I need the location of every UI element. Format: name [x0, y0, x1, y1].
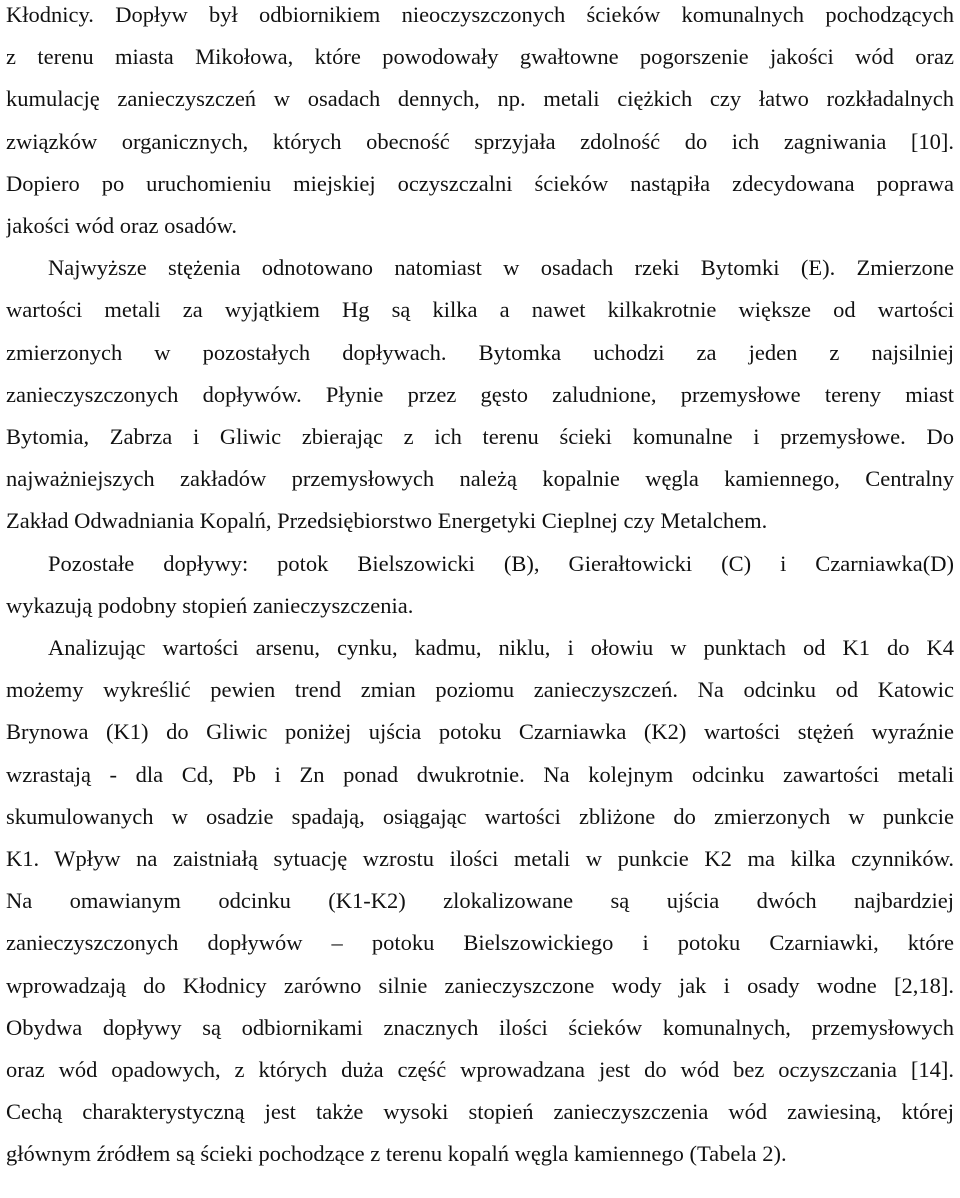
text-line: zanieczyszczonych dopływów – potoku Bielszowickiego i potoku Czarniawki, które	[6, 930, 954, 956]
text-line: skumulowanych w osadzie spadają, osiągając wartości zbliżone do zmierzonych w punkcie	[6, 803, 954, 829]
text-line: głównym źródłem są ścieki pochodzące z terenu kopalń węgla kamiennego (Tabela 2).	[6, 1141, 787, 1167]
text-line: K1. Wpływ na zaistniałą sytuację wzrostu ilości metali w punkcie K2 ma kilka czynników.	[6, 846, 954, 871]
text-line: Brynowa (K1) do Gliwic poniżej ujścia potoku Czarniawka (K2) wartości stężeń wyraźnie	[6, 719, 954, 745]
text-line: zanieczyszczonych dopływów. Płynie przez gęsto zaludnione, przemysłowe tereny miast	[6, 381, 954, 407]
text-line: z terenu miasta Mikołowa, które powodowały gwałtowne pogorszenie jakości wód oraz	[6, 44, 954, 70]
text-line: Na omawianym odcinku (K1-K2) zlokalizowane są ujścia dwóch najbardziej	[6, 888, 954, 914]
text-line: Pozostałe dopływy: potok Bielszowicki (B), Gierałtowicki (C) i Czarniawka(D)	[48, 550, 954, 576]
text-line: Obydwa dopływy są odbiornikami znacznych ilości ścieków komunalnych, przemysłowych	[6, 1014, 954, 1040]
text-line: wprowadzają do Kłodnicy zarówno silnie zanieczyszczone wody jak i osady wodne [2,18].	[6, 972, 954, 998]
text-line: Zakład Odwadniania Kopalń, Przedsiębiorstwo Energetyki Cieplnej czy Metalchem.	[6, 508, 768, 534]
text-line: Dopiero po uruchomieniu miejskiej oczyszczalni ścieków nastąpiła zdecydowana poprawa	[6, 170, 954, 196]
text-line: Cechą charakterystyczną jest także wysoki stopień zanieczyszczenia wód zawiesiną, której	[6, 1099, 954, 1125]
text-line: wzrastają - dla Cd, Pb i Zn ponad dwukrotnie. Na kolejnym odcinku zawartości metali	[6, 761, 954, 787]
text-line: kumulację zanieczyszczeń w osadach dennych, np. metali ciężkich czy łatwo rozkładalnych	[6, 86, 954, 112]
text-line: Bytomia, Zabrza i Gliwic zbierając z ich terenu ścieki komunalne i przemysłowe. Do	[6, 424, 954, 449]
text-line: wykazują podobny stopień zanieczyszczenia.	[6, 592, 414, 618]
text-line: związków organicznych, których obecność sprzyjała zdolność do ich zagniwania [10].	[6, 128, 954, 154]
text-line: zmierzonych w pozostałych dopływach. Bytomka uchodzi za jeden z najsilniej	[6, 339, 954, 365]
text-line: Kłodnicy. Dopływ był odbiornikiem nieoczyszczonych ścieków komunalnych pochodzących	[6, 2, 954, 27]
text-line: możemy wykreślić pewien trend zmian poziomu zanieczyszczeń. Na odcinku od Katowic	[6, 677, 954, 703]
text-line: Analizując wartości arsenu, cynku, kadmu, niklu, i ołowiu w punktach od K1 do K4	[48, 635, 954, 660]
text-line: jakości wód oraz osadów.	[6, 213, 237, 238]
text-line: oraz wód opadowych, z których duża część wprowadzana jest do wód bez oczyszczania [14].	[6, 1057, 954, 1082]
text-line: Najwyższe stężenia odnotowano natomiast w osadach rzeki Bytomki (E). Zmierzone	[48, 255, 954, 281]
text-line: wartości metali za wyjątkiem Hg są kilka a nawet kilkakrotnie większe od wartości	[6, 297, 954, 323]
text-line: najważniejszych zakładów przemysłowych należą kopalnie węgla kamiennego, Centralny	[6, 466, 954, 492]
